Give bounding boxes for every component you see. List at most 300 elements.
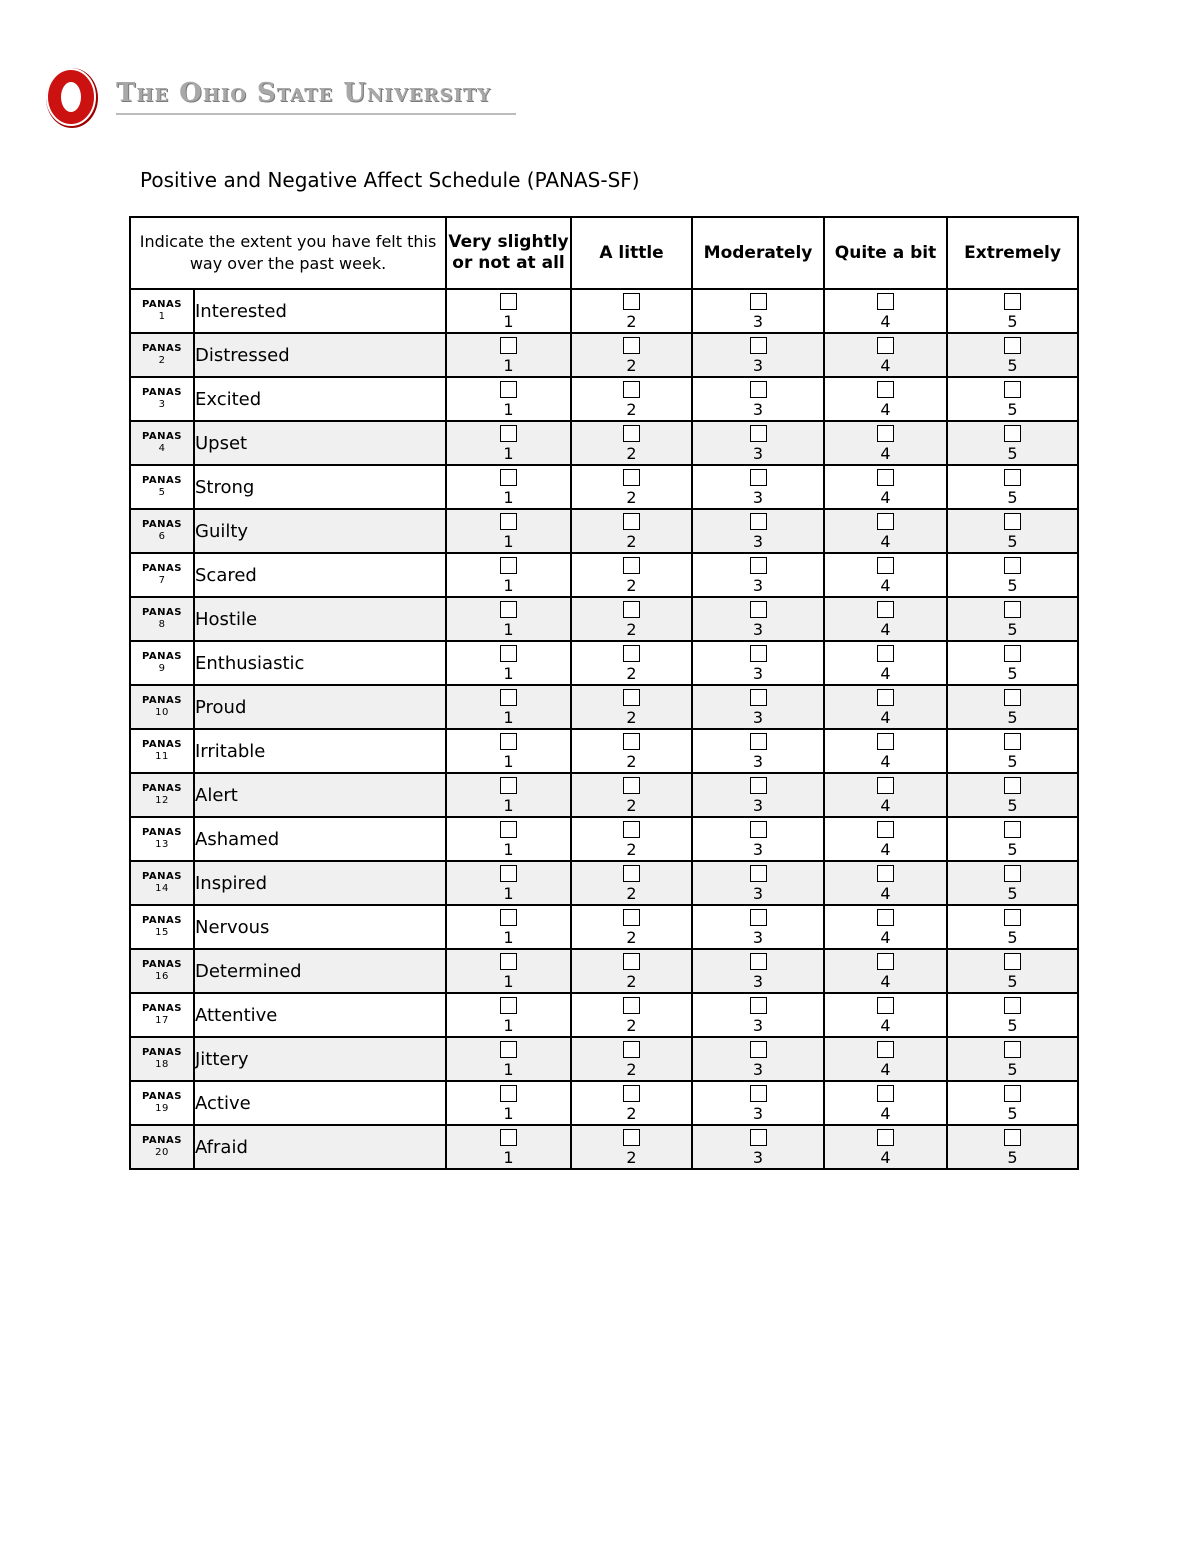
rating-checkbox[interactable] — [750, 689, 767, 706]
rating-option-cell — [446, 1037, 571, 1081]
rating-value: 4 — [880, 532, 891, 551]
rating-value: 5 — [1007, 620, 1018, 639]
rating-option-cell — [824, 1081, 947, 1125]
rating-checkbox[interactable] — [750, 469, 767, 486]
rating-checkbox[interactable] — [623, 909, 640, 926]
rating-checkbox[interactable] — [500, 1085, 517, 1102]
item-code-prefix: PANAS — [142, 1135, 182, 1146]
table-row — [130, 289, 1078, 333]
rating-value: 4 — [880, 972, 891, 991]
item-code-prefix: PANAS — [142, 387, 182, 398]
rating-option-cell — [446, 553, 571, 597]
table-row — [130, 509, 1078, 553]
rating-option-cell — [692, 685, 824, 729]
rating-value: 2 — [626, 752, 637, 771]
rating-checkbox[interactable] — [877, 557, 894, 574]
item-code-prefix: PANAS — [142, 299, 182, 310]
rating-option-cell — [571, 289, 692, 333]
rating-value: 3 — [752, 1016, 764, 1035]
rating-checkbox[interactable] — [750, 425, 767, 442]
rating-option-cell — [571, 597, 692, 641]
rating-checkbox[interactable] — [1004, 909, 1021, 926]
rating-value: 4 — [880, 444, 891, 463]
rating-option-cell — [692, 1081, 824, 1125]
item-code — [130, 949, 194, 993]
rating-option-cell — [571, 905, 692, 949]
item-label: Distressed — [194, 333, 446, 377]
rating-option-cell — [824, 641, 947, 685]
rating-option-cell — [446, 597, 571, 641]
rating-value: 3 — [752, 884, 764, 903]
rating-checkbox[interactable] — [1004, 1041, 1021, 1058]
rating-checkbox[interactable] — [500, 733, 517, 750]
rating-checkbox[interactable] — [500, 381, 517, 398]
rating-option-cell — [824, 685, 947, 729]
rating-option-cell — [947, 905, 1078, 949]
rating-option-cell — [947, 333, 1078, 377]
column-header: Very slightly or not at all — [446, 217, 571, 289]
rating-value: 1 — [503, 796, 514, 815]
table-row — [130, 861, 1078, 905]
rating-checkbox[interactable] — [500, 337, 517, 354]
rating-checkbox[interactable] — [500, 997, 517, 1014]
rating-option-cell — [446, 641, 571, 685]
rating-value: 1 — [503, 400, 514, 419]
table-row — [130, 641, 1078, 685]
rating-option-cell — [824, 729, 947, 773]
table-row — [130, 1037, 1078, 1081]
instruction-header: Indicate the extent you have felt this way over the past week. — [130, 217, 446, 289]
item-label: Proud — [194, 685, 446, 729]
rating-checkbox[interactable] — [877, 689, 894, 706]
item-code — [130, 597, 194, 641]
rating-checkbox[interactable] — [877, 777, 894, 794]
rating-checkbox[interactable] — [877, 1085, 894, 1102]
rating-option-cell — [824, 1125, 947, 1169]
rating-value: 2 — [626, 884, 637, 903]
item-label: Interested — [194, 289, 446, 333]
rating-checkbox[interactable] — [623, 469, 640, 486]
rating-checkbox[interactable] — [623, 689, 640, 706]
item-code-number: 10 — [155, 707, 169, 718]
rating-value: 2 — [626, 1016, 637, 1035]
item-code-number: 5 — [158, 487, 166, 498]
rating-option-cell — [947, 597, 1078, 641]
item-label: Alert — [194, 773, 446, 817]
university-name: The Ohio State University — [116, 78, 492, 108]
rating-option-cell — [446, 421, 571, 465]
rating-checkbox[interactable] — [1004, 381, 1021, 398]
item-code — [130, 509, 194, 553]
item-label: Enthusiastic — [194, 641, 446, 685]
rating-value: 4 — [880, 796, 891, 815]
rating-option-cell — [947, 377, 1078, 421]
item-code-number: 20 — [155, 1147, 169, 1158]
rating-option-cell — [446, 817, 571, 861]
rating-checkbox[interactable] — [750, 293, 767, 310]
rating-value: 4 — [880, 1060, 891, 1079]
rating-option-cell — [571, 421, 692, 465]
rating-checkbox[interactable] — [1004, 733, 1021, 750]
rating-checkbox[interactable] — [1004, 601, 1021, 618]
rating-checkbox[interactable] — [623, 601, 640, 618]
rating-option-cell — [824, 949, 947, 993]
rating-checkbox[interactable] — [877, 469, 894, 486]
rating-value: 1 — [503, 532, 514, 551]
block-o-icon — [44, 66, 100, 130]
table-row — [130, 993, 1078, 1037]
rating-checkbox[interactable] — [750, 513, 767, 530]
rating-value: 1 — [503, 1016, 514, 1035]
table-row — [130, 905, 1078, 949]
rating-option-cell — [571, 861, 692, 905]
table-row — [130, 1125, 1078, 1169]
rating-checkbox[interactable] — [1004, 425, 1021, 442]
rating-checkbox[interactable] — [877, 425, 894, 442]
rating-checkbox[interactable] — [500, 293, 517, 310]
rating-value: 5 — [1007, 1060, 1018, 1079]
rating-option-cell — [947, 773, 1078, 817]
rating-option-cell — [947, 553, 1078, 597]
rating-checkbox[interactable] — [1004, 513, 1021, 530]
table-row — [130, 729, 1078, 773]
rating-checkbox[interactable] — [1004, 865, 1021, 882]
rating-checkbox[interactable] — [877, 953, 894, 970]
rating-checkbox[interactable] — [877, 293, 894, 310]
rating-value: 2 — [626, 796, 637, 815]
rating-checkbox[interactable] — [1004, 997, 1021, 1014]
rating-value: 3 — [752, 796, 764, 815]
rating-checkbox[interactable] — [500, 513, 517, 530]
rating-value: 4 — [880, 400, 891, 419]
rating-option-cell — [692, 949, 824, 993]
table-row — [130, 597, 1078, 641]
rating-checkbox[interactable] — [750, 997, 767, 1014]
item-code — [130, 377, 194, 421]
rating-option-cell — [571, 949, 692, 993]
rating-value: 1 — [503, 840, 514, 859]
rating-checkbox[interactable] — [750, 821, 767, 838]
rating-value: 5 — [1007, 928, 1018, 947]
rating-value: 1 — [503, 884, 514, 903]
rating-value: 3 — [752, 312, 764, 331]
rating-checkbox[interactable] — [750, 645, 767, 662]
item-code-prefix: PANAS — [142, 915, 182, 926]
rating-value: 5 — [1007, 400, 1018, 419]
item-code-number: 11 — [155, 751, 169, 762]
rating-option-cell — [692, 817, 824, 861]
item-label: Jittery — [194, 1037, 446, 1081]
rating-checkbox[interactable] — [623, 337, 640, 354]
rating-value: 5 — [1007, 796, 1018, 815]
rating-option-cell — [947, 729, 1078, 773]
rating-checkbox[interactable] — [750, 865, 767, 882]
rating-checkbox[interactable] — [500, 777, 517, 794]
rating-option-cell — [824, 817, 947, 861]
rating-value: 2 — [626, 444, 637, 463]
rating-option-cell — [947, 641, 1078, 685]
rating-option-cell — [824, 465, 947, 509]
rating-checkbox[interactable] — [1004, 821, 1021, 838]
rating-checkbox[interactable] — [500, 601, 517, 618]
rating-option-cell — [947, 861, 1078, 905]
rating-checkbox[interactable] — [877, 909, 894, 926]
document-title: Positive and Negative Affect Schedule (PANAS-SF) — [140, 168, 640, 192]
rating-checkbox[interactable] — [500, 689, 517, 706]
rating-checkbox[interactable] — [877, 865, 894, 882]
rating-checkbox[interactable] — [623, 425, 640, 442]
rating-checkbox[interactable] — [750, 1041, 767, 1058]
item-code-prefix: PANAS — [142, 607, 182, 618]
rating-checkbox[interactable] — [877, 1129, 894, 1146]
rating-checkbox[interactable] — [877, 821, 894, 838]
table-row — [130, 1081, 1078, 1125]
rating-option-cell — [446, 465, 571, 509]
rating-checkbox[interactable] — [623, 513, 640, 530]
rating-option-cell — [692, 861, 824, 905]
rating-checkbox[interactable] — [750, 1129, 767, 1146]
item-label: Ashamed — [194, 817, 446, 861]
rating-checkbox[interactable] — [623, 733, 640, 750]
item-label: Nervous — [194, 905, 446, 949]
item-code-number: 4 — [158, 443, 166, 454]
rating-option-cell — [571, 377, 692, 421]
rating-checkbox[interactable] — [1004, 469, 1021, 486]
rating-value: 1 — [503, 1148, 514, 1167]
rating-checkbox[interactable] — [1004, 337, 1021, 354]
logo-divider — [116, 113, 516, 115]
rating-option-cell — [571, 1037, 692, 1081]
rating-checkbox[interactable] — [877, 337, 894, 354]
rating-checkbox[interactable] — [623, 1129, 640, 1146]
item-code — [130, 1081, 194, 1125]
rating-checkbox[interactable] — [500, 469, 517, 486]
table-row — [130, 949, 1078, 993]
rating-option-cell — [446, 773, 571, 817]
column-header: A little — [571, 217, 692, 289]
rating-checkbox[interactable] — [1004, 953, 1021, 970]
rating-checkbox[interactable] — [877, 733, 894, 750]
rating-option-cell — [571, 465, 692, 509]
rating-checkbox[interactable] — [623, 557, 640, 574]
rating-option-cell — [947, 509, 1078, 553]
rating-option-cell — [947, 421, 1078, 465]
rating-value: 2 — [626, 840, 637, 859]
rating-checkbox[interactable] — [1004, 293, 1021, 310]
item-label: Upset — [194, 421, 446, 465]
rating-value: 2 — [626, 312, 637, 331]
item-label: Determined — [194, 949, 446, 993]
rating-checkbox[interactable] — [1004, 1129, 1021, 1146]
rating-option-cell — [692, 289, 824, 333]
item-code-number: 9 — [158, 663, 166, 674]
rating-checkbox[interactable] — [750, 909, 767, 926]
rating-option-cell — [692, 1037, 824, 1081]
rating-value: 2 — [626, 356, 637, 375]
item-code-prefix: PANAS — [142, 431, 182, 442]
rating-checkbox[interactable] — [877, 381, 894, 398]
column-header: Moderately — [692, 217, 824, 289]
rating-option-cell — [571, 509, 692, 553]
rating-value: 2 — [626, 928, 637, 947]
rating-checkbox[interactable] — [623, 821, 640, 838]
rating-value: 4 — [880, 1016, 891, 1035]
rating-value: 4 — [880, 312, 891, 331]
item-code-number: 12 — [155, 795, 169, 806]
rating-value: 5 — [1007, 752, 1018, 771]
table-row — [130, 685, 1078, 729]
rating-value: 2 — [626, 708, 637, 727]
rating-checkbox[interactable] — [750, 557, 767, 574]
rating-value: 3 — [752, 664, 764, 683]
rating-value: 4 — [880, 752, 891, 771]
item-code-number: 8 — [158, 619, 166, 630]
rating-value: 5 — [1007, 708, 1018, 727]
rating-value: 1 — [503, 1060, 514, 1079]
item-code-prefix: PANAS — [142, 959, 182, 970]
rating-checkbox[interactable] — [623, 293, 640, 310]
table-header-row — [130, 217, 1078, 289]
item-code — [130, 729, 194, 773]
rating-checkbox[interactable] — [1004, 645, 1021, 662]
item-label: Irritable — [194, 729, 446, 773]
rating-checkbox[interactable] — [500, 953, 517, 970]
rating-checkbox[interactable] — [623, 953, 640, 970]
item-code — [130, 817, 194, 861]
rating-option-cell — [824, 1037, 947, 1081]
table-row — [130, 773, 1078, 817]
item-code-number: 18 — [155, 1059, 169, 1070]
rating-option-cell — [692, 509, 824, 553]
item-label: Active — [194, 1081, 446, 1125]
rating-checkbox[interactable] — [500, 865, 517, 882]
rating-checkbox[interactable] — [500, 645, 517, 662]
rating-checkbox[interactable] — [500, 909, 517, 926]
item-code-number: 15 — [155, 927, 169, 938]
item-label: Attentive — [194, 993, 446, 1037]
rating-option-cell — [947, 465, 1078, 509]
item-code-number: 6 — [158, 531, 166, 542]
rating-checkbox[interactable] — [1004, 777, 1021, 794]
item-code-prefix: PANAS — [142, 519, 182, 530]
rating-value: 3 — [752, 972, 764, 991]
item-code — [130, 685, 194, 729]
item-code-prefix: PANAS — [142, 827, 182, 838]
rating-option-cell — [947, 1037, 1078, 1081]
rating-option-cell — [692, 1125, 824, 1169]
table-row — [130, 465, 1078, 509]
rating-option-cell — [692, 377, 824, 421]
rating-value: 4 — [880, 356, 891, 375]
item-code — [130, 421, 194, 465]
column-header: Extremely — [947, 217, 1078, 289]
rating-option-cell — [571, 641, 692, 685]
rating-value: 3 — [752, 840, 764, 859]
rating-option-cell — [692, 333, 824, 377]
item-code-prefix: PANAS — [142, 739, 182, 750]
item-code-number: 7 — [158, 575, 166, 586]
rating-option-cell — [824, 905, 947, 949]
rating-option-cell — [947, 1125, 1078, 1169]
rating-checkbox[interactable] — [750, 601, 767, 618]
rating-value: 2 — [626, 620, 637, 639]
rating-checkbox[interactable] — [500, 557, 517, 574]
item-code — [130, 289, 194, 333]
rating-option-cell — [446, 993, 571, 1037]
table-row — [130, 817, 1078, 861]
rating-checkbox[interactable] — [500, 1129, 517, 1146]
rating-option-cell — [571, 1125, 692, 1169]
rating-option-cell — [446, 377, 571, 421]
rating-value: 1 — [503, 356, 514, 375]
rating-value: 4 — [880, 664, 891, 683]
rating-checkbox[interactable] — [623, 777, 640, 794]
rating-option-cell — [824, 509, 947, 553]
rating-value: 4 — [880, 928, 891, 947]
rating-checkbox[interactable] — [877, 997, 894, 1014]
item-code-number: 16 — [155, 971, 169, 982]
rating-checkbox[interactable] — [877, 1041, 894, 1058]
rating-value: 2 — [626, 532, 637, 551]
rating-option-cell — [824, 421, 947, 465]
rating-value: 5 — [1007, 664, 1018, 683]
rating-value: 2 — [626, 1148, 637, 1167]
rating-checkbox[interactable] — [750, 777, 767, 794]
rating-option-cell — [824, 289, 947, 333]
rating-checkbox[interactable] — [623, 381, 640, 398]
rating-checkbox[interactable] — [500, 1041, 517, 1058]
item-label: Strong — [194, 465, 446, 509]
rating-checkbox[interactable] — [500, 425, 517, 442]
rating-checkbox[interactable] — [750, 1085, 767, 1102]
rating-value: 4 — [880, 884, 891, 903]
rating-option-cell — [947, 949, 1078, 993]
item-code-number: 13 — [155, 839, 169, 850]
university-logo — [44, 66, 524, 132]
item-code — [130, 993, 194, 1037]
rating-checkbox[interactable] — [750, 733, 767, 750]
rating-option-cell — [824, 333, 947, 377]
rating-checkbox[interactable] — [623, 645, 640, 662]
panas-table — [129, 216, 1079, 1170]
rating-checkbox[interactable] — [500, 821, 517, 838]
rating-checkbox[interactable] — [877, 645, 894, 662]
rating-value: 3 — [752, 400, 764, 419]
rating-option-cell — [446, 949, 571, 993]
rating-option-cell — [571, 1081, 692, 1125]
rating-checkbox[interactable] — [623, 997, 640, 1014]
rating-option-cell — [571, 817, 692, 861]
rating-checkbox[interactable] — [623, 1041, 640, 1058]
rating-value: 1 — [503, 576, 514, 595]
rating-checkbox[interactable] — [623, 1085, 640, 1102]
item-code-number: 1 — [158, 311, 166, 322]
rating-checkbox[interactable] — [623, 865, 640, 882]
rating-checkbox[interactable] — [877, 601, 894, 618]
rating-option-cell — [446, 685, 571, 729]
rating-value: 3 — [752, 1148, 764, 1167]
rating-checkbox[interactable] — [750, 337, 767, 354]
rating-checkbox[interactable] — [1004, 689, 1021, 706]
rating-checkbox[interactable] — [750, 381, 767, 398]
rating-checkbox[interactable] — [877, 513, 894, 530]
rating-checkbox[interactable] — [750, 953, 767, 970]
rating-value: 5 — [1007, 1104, 1018, 1123]
rating-option-cell — [692, 905, 824, 949]
rating-checkbox[interactable] — [1004, 557, 1021, 574]
rating-value: 2 — [626, 664, 637, 683]
rating-checkbox[interactable] — [1004, 1085, 1021, 1102]
